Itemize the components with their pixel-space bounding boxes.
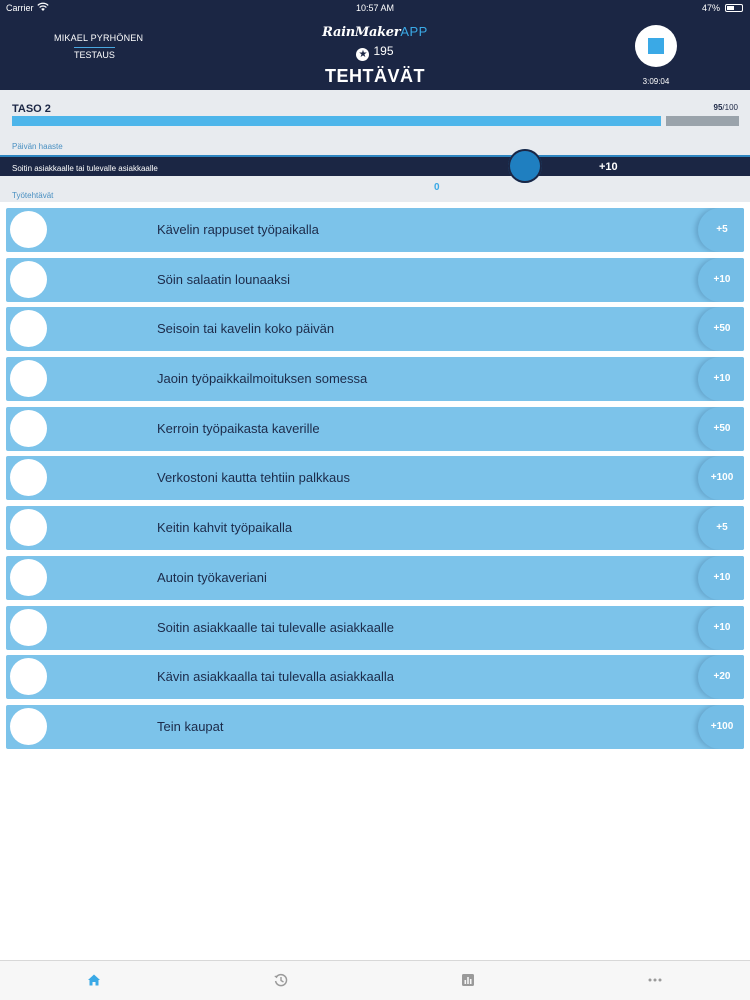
tab-bar (0, 960, 750, 1000)
task-checkbox[interactable] (10, 559, 47, 596)
task-checkbox[interactable] (10, 609, 47, 646)
task-item[interactable] (6, 307, 744, 351)
task-list (6, 208, 744, 755)
task-points: +10 (698, 606, 744, 650)
battery-icon (725, 4, 743, 12)
tab-more[interactable] (646, 971, 664, 989)
tasks-section-label: Työtehtävät (12, 191, 54, 200)
task-checkbox[interactable] (10, 261, 47, 298)
star-icon: ★ (356, 48, 369, 61)
session-timer: 3:09:04 (642, 77, 670, 86)
task-points: +20 (698, 655, 744, 699)
tab-history[interactable] (272, 971, 290, 989)
task-label: Verkostoni kautta tehtiin palkkaus (157, 470, 350, 486)
more-icon (646, 971, 664, 989)
history-icon (272, 971, 290, 989)
task-points: +50 (698, 407, 744, 451)
tasks-count: 0 (434, 182, 440, 193)
level-current: 95 (713, 103, 723, 112)
task-checkbox[interactable] (10, 360, 47, 397)
task-checkbox[interactable] (10, 658, 47, 695)
status-time: 10:57 AM (355, 3, 395, 13)
task-item[interactable] (6, 556, 744, 600)
task-label: Kävelin rappuset työpaikalla (157, 222, 319, 237)
task-item[interactable] (6, 655, 744, 699)
daily-challenge-points: +10 (599, 161, 618, 173)
task-points: +100 (698, 705, 744, 749)
daily-challenge-label: Päivän haaste (12, 142, 63, 151)
logo-app: APP (400, 24, 428, 39)
home-icon (85, 971, 103, 989)
daily-challenge-toggle[interactable] (508, 149, 542, 183)
task-checkbox[interactable] (10, 708, 47, 745)
task-points: +10 (698, 258, 744, 302)
tab-home[interactable] (85, 971, 103, 989)
carrier-label: Carrier (6, 3, 34, 13)
level-section (0, 90, 750, 202)
task-label: Kävin asiakkaalla tai tulevalla asiakkaalla (157, 669, 395, 685)
task-checkbox[interactable] (10, 459, 47, 496)
task-label: Tein kaupat (157, 718, 224, 734)
battery-percent: 47% (701, 3, 720, 13)
task-checkbox[interactable] (10, 310, 47, 347)
level-count (714, 103, 738, 112)
task-label: Seisoin tai kavelin koko päivän (157, 321, 335, 337)
app-header (0, 16, 750, 90)
task-item[interactable] (6, 506, 744, 550)
task-label: Keitin kahvit työpaikalla (157, 520, 293, 536)
task-item[interactable] (6, 407, 744, 451)
task-item[interactable] (6, 456, 744, 500)
task-points: +10 (698, 357, 744, 401)
stop-icon (648, 38, 664, 54)
user-name[interactable]: MIKAEL PYRHÖNEN (54, 33, 144, 43)
level-progress-bar (12, 116, 739, 126)
task-item[interactable] (6, 258, 744, 302)
task-label: Soitin asiakkaalle tai tulevalle asiakkaalle (157, 619, 395, 635)
tab-stats[interactable] (459, 971, 477, 989)
page-title: TEHTÄVÄT (325, 66, 425, 86)
task-item[interactable] (6, 208, 744, 252)
task-points: +10 (698, 556, 744, 600)
task-checkbox[interactable] (10, 410, 47, 447)
user-team[interactable]: TESTAUS (74, 47, 115, 60)
level-label: TASO 2 (12, 103, 51, 115)
stop-button[interactable] (635, 25, 677, 67)
status-bar (0, 0, 750, 16)
task-item[interactable] (6, 357, 744, 401)
task-points: +5 (698, 208, 744, 252)
stats-icon (459, 971, 477, 989)
task-label: Jaoin työpaikkailmoituksen somessa (157, 371, 368, 387)
task-checkbox[interactable] (10, 509, 47, 546)
task-item[interactable] (6, 705, 744, 749)
task-label: Söin salaatin lounaaksi (157, 271, 290, 287)
points-value: 195 (373, 44, 394, 58)
task-points: +100 (698, 456, 744, 500)
daily-challenge-task: Soitin asiakkaalle tai tulevalle asiakkaalle (12, 164, 158, 173)
task-label: Autoin työkaveriani (157, 569, 267, 585)
task-points: +50 (698, 307, 744, 351)
task-points: +5 (698, 506, 744, 550)
daily-challenge-bar[interactable] (0, 155, 750, 176)
task-checkbox[interactable] (10, 211, 47, 248)
level-max: /100 (722, 103, 738, 112)
level-progress-fill (12, 116, 661, 126)
task-item[interactable] (6, 606, 744, 650)
logo-script: RainMaker (322, 25, 401, 40)
task-label: Kerroin työpaikasta kaverille (157, 420, 320, 436)
